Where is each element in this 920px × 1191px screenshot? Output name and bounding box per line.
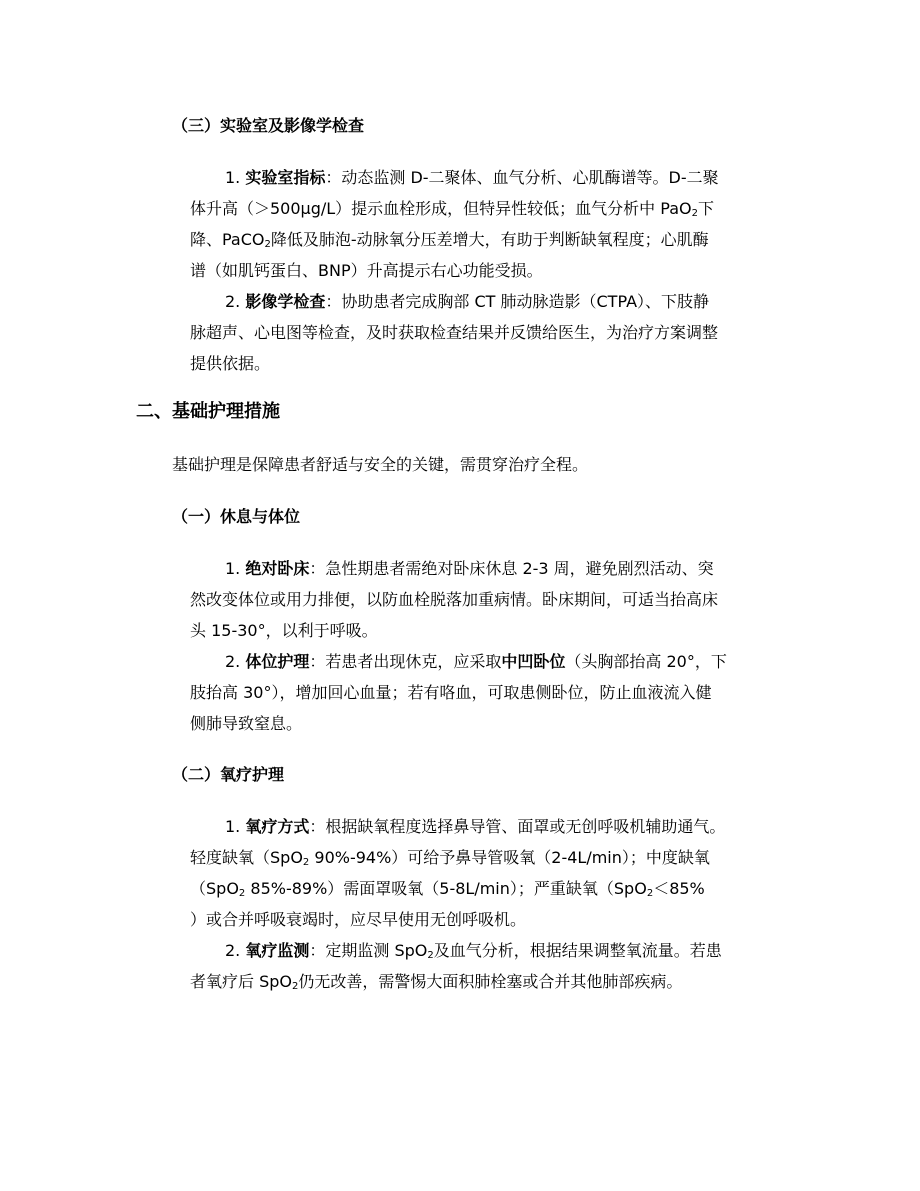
item-number: 2. <box>225 652 241 671</box>
item-number: 1. <box>225 817 241 836</box>
subscript: 2 <box>292 981 299 992</box>
text: （头胸部抬高 20°，下 <box>565 652 727 671</box>
paragraph-lab-line-2 <box>190 199 714 219</box>
paragraph-lab-line-1 <box>225 168 719 188</box>
text: （SpO <box>190 879 239 898</box>
subscript: 2 <box>302 857 310 868</box>
item-term: 氧疗监测 <box>245 941 310 960</box>
item-term-inline: 中凹卧位 <box>501 652 566 671</box>
paragraph-bedrest-line-3: 头 15-30°，以利于呼吸。 <box>190 621 378 640</box>
subscript: 2 <box>427 950 434 961</box>
text: 及血气分析，根据结果调整氧流量。若患 <box>433 941 722 960</box>
item-term: 影像学检查 <box>245 292 326 311</box>
text: 90%-94%）可给予鼻导管吸氧（2-4L/min）；中度缺氧 <box>309 848 710 867</box>
text: ：定期监测 SpO <box>309 941 428 960</box>
section-heading-rest-position: （一）休息与体位 <box>172 507 301 526</box>
paragraph-position-line-3: 侧肺导致窒息。 <box>190 714 303 733</box>
item-term: 体位护理 <box>245 652 310 671</box>
paragraph-lab-line-3 <box>190 230 709 250</box>
text: 仍无改善，需警惕大面积肺栓塞或合并其他肺部疾病。 <box>298 972 683 991</box>
text: ＜85% <box>653 879 705 898</box>
subscript: 2 <box>264 239 271 250</box>
paragraph-oxygen-mode-line-3 <box>190 879 705 899</box>
text: 降低及肺泡-动脉氧分压差增大，有助于判断缺氧程度；心肌酶 <box>270 230 709 249</box>
paragraph-bedrest-line-1 <box>225 559 714 579</box>
text: 降、PaCO <box>190 230 265 249</box>
section-heading-basic-care: 二、基础护理措施 <box>136 401 280 422</box>
paragraph-imaging-line-3: 提供依据。 <box>190 354 271 373</box>
text: ：急性期患者需绝对卧床休息 2-3 周，避免剧烈活动、突 <box>309 559 714 578</box>
text: 下 <box>697 199 714 218</box>
item-term: 实验室指标 <box>245 168 326 187</box>
text: 者氧疗后 SpO <box>190 972 292 991</box>
item-number: 2. <box>225 292 241 311</box>
item-term: 绝对卧床 <box>245 559 310 578</box>
text: 轻度缺氧（SpO <box>190 848 303 867</box>
paragraph-oxygen-mode-line-4: ）或合并呼吸衰竭时，应尽早使用无创呼吸机。 <box>190 910 527 929</box>
item-term: 氧疗方式 <box>245 817 310 836</box>
text: 体升高（＞500μg/L）提示血栓形成，但特异性较低；血气分析中 PaO <box>190 199 692 218</box>
item-number: 1. <box>225 168 241 187</box>
paragraph-imaging-line-1 <box>225 292 709 312</box>
paragraph-imaging-line-2: 脉超声、心电图等检查，及时获取检查结果并反馈给医生，为治疗方案调整 <box>190 323 719 342</box>
text: 85%-89%）需面罩吸氧（5-8L/min）；严重缺氧（SpO <box>245 879 647 898</box>
paragraph-position-line-2: 肢抬高 30°），增加回心血量；若有咯血，可取患侧卧位，防止血液流入健 <box>190 683 712 702</box>
paragraph-oxygen-mode-line-2 <box>190 848 710 868</box>
subscript: 2 <box>691 208 698 219</box>
text: ：根据缺氧程度选择鼻导管、面罩或无创呼吸机辅助通气。 <box>309 817 726 836</box>
paragraph-lab-line-4: 谱（如肌钙蛋白、BNP）升高提示右心功能受损。 <box>190 261 543 280</box>
text: ：若患者出现休克，应采取 <box>309 652 502 671</box>
paragraph-bedrest-line-2: 然改变体位或用力排便，以防血栓脱落加重病情。卧床期间，可适当抬高床 <box>190 590 719 609</box>
paragraph-position-line-1 <box>225 652 727 672</box>
section-intro: 基础护理是保障患者舒适与安全的关键，需贯穿治疗全程。 <box>172 455 589 474</box>
text: ：动态监测 D-二聚体、血气分析、心肌酶谱等。D-二聚 <box>325 168 719 187</box>
paragraph-oxygen-mode-line-1 <box>225 817 725 837</box>
item-number: 2. <box>225 941 241 960</box>
section-heading-lab-imaging: （三）实验室及影像学检查 <box>172 116 365 135</box>
subscript: 2 <box>238 888 246 899</box>
section-heading-oxygen-therapy: （二）氧疗护理 <box>172 765 285 784</box>
paragraph-oxygen-monitor-line-1 <box>225 941 722 961</box>
subscript: 2 <box>646 888 654 899</box>
text: ：协助患者完成胸部 CT 肺动脉造影（CTPA）、下肢静 <box>325 292 710 311</box>
item-number: 1. <box>225 559 241 578</box>
paragraph-oxygen-monitor-line-2 <box>190 972 682 992</box>
